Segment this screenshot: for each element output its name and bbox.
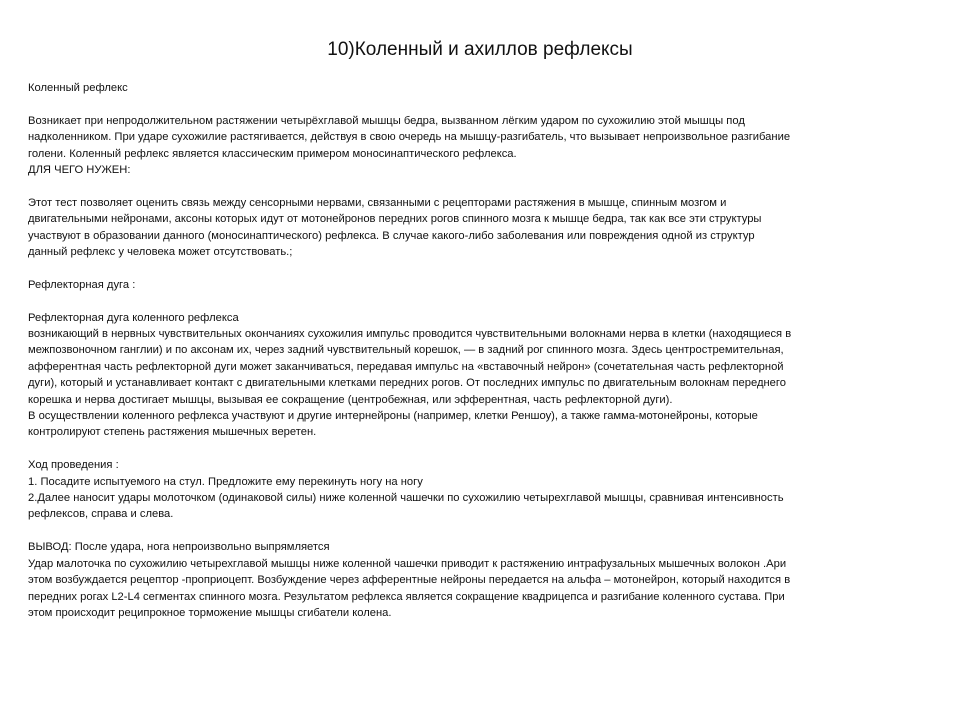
blank-line (28, 523, 908, 539)
text-line: надколенником. При ударе сухожилие растягивается, действуя в свою очередь на мышцу-разгибатель, что вызывает непроизвольное разгибание (28, 131, 791, 144)
text-line: данный рефлекс у человека может отсутствовать.; (28, 246, 293, 259)
text-line: дуги), который и устанавливает контакт с двигательными клетками передних рогов. От последних импульс по двигательным волокнам переднего (28, 377, 786, 390)
text-line: 1. Посадите испытуемого на стул. Предложите ему перекинуть ногу на ногу (28, 475, 423, 488)
text-line: голени. Коленный рефлекс является классическим примером моносинаптического рефлекса. (28, 147, 517, 160)
text-line: этом возбуждается рецептор -проприоцепт. Возбуждение через афферентные нейроны передается на альфа – мотонейрон, который находится в (28, 574, 791, 587)
text-line: ДЛЯ ЧЕГО НУЖЕН: (28, 164, 131, 177)
blank-line (28, 441, 908, 457)
text-line: 2.Далее наносит удары молоточком (одинаковой силы) ниже коленной чашечки по сухожилию четырехглавой мышцы, сравнивая интенсивность (28, 492, 784, 505)
text-line: рефлексов, справа и слева. (28, 508, 174, 521)
text-line: Удар малоточка по сухожилию четырехглавой мышцы ниже коленной чашечки приводит к растяжению интрафузальных мышечных волокон .Ари (28, 557, 787, 570)
text-line: возникающий в нервных чувствительных окончаниях сухожилия импульс проводится чувствительными волокнами нерва в клетки (находящиеся в (28, 328, 792, 341)
text-line: передних рогах L2-L4 сегментах спинного мозга. Результатом рефлекса является сокращение квадрицепса и разгибание коленного сустава. При (28, 590, 785, 603)
text-line: афферентная часть рефлекторной дуги может заканчиваться, передавая импульс на «вставочный нейрон» (сочетательная часть рефлекторной (28, 360, 784, 373)
text-line: двигательными нейронами, аксоны которых идут от мотонейронов передних рогов спинного мозга к мышце бедра, так как все эти структуры (28, 213, 762, 226)
slide-title: 10)Коленный и ахиллов рефлексы (327, 39, 633, 60)
text-line: участвуют в образовании данного (моносинаптического) рефлекса. В случае какого-либо заболевания или повреждения одной из структур (28, 229, 755, 242)
text-line: корешка и нерва достигает мышцы, вызывая ее сокращение (центробежная, или эфферентная, часть рефлекторной дуги). (28, 393, 673, 406)
blank-line (28, 260, 908, 276)
blank-line (28, 96, 908, 112)
slide-body (28, 80, 908, 621)
text-line: Возникает при непродолжительном растяжении четырёхглавой мышцы бедра, вызванном лёгким ударом по сухожилию этой мышцы под (28, 114, 745, 127)
text-line: межпозвоночном ганглии) и по аксонам их, через задний чувствительный корешок, — в задний рог спинного мозга. Здесь центростремительная, (28, 344, 784, 357)
blank-line (28, 178, 908, 194)
text-line: этом происходит реципрокное торможение мышцы сгибатели колена. (28, 606, 392, 619)
blank-line (28, 293, 908, 309)
text-line: Коленный рефлекс (28, 82, 128, 94)
text-line: Ход проведения : (28, 459, 119, 472)
text-line: Этот тест позволяет оценить связь между сенсорными нервами, связанными с рецепторами растяжения в мышце, спинным мозгом и (28, 196, 727, 209)
text-line: В осуществлении коленного рефлекса участвуют и другие интернейроны (например, клетки Реншоу), а также гамма-мотонейроны, которые (28, 410, 758, 423)
text-line: Рефлекторная дуга : (28, 278, 136, 291)
text-line: контролируют степень растяжения мышечных веретен. (28, 426, 317, 439)
text-line: Рефлекторная дуга коленного рефлекса (28, 311, 239, 324)
text-line: ВЫВОД: После удара, нога непроизвольно выпрямляется (28, 541, 330, 554)
